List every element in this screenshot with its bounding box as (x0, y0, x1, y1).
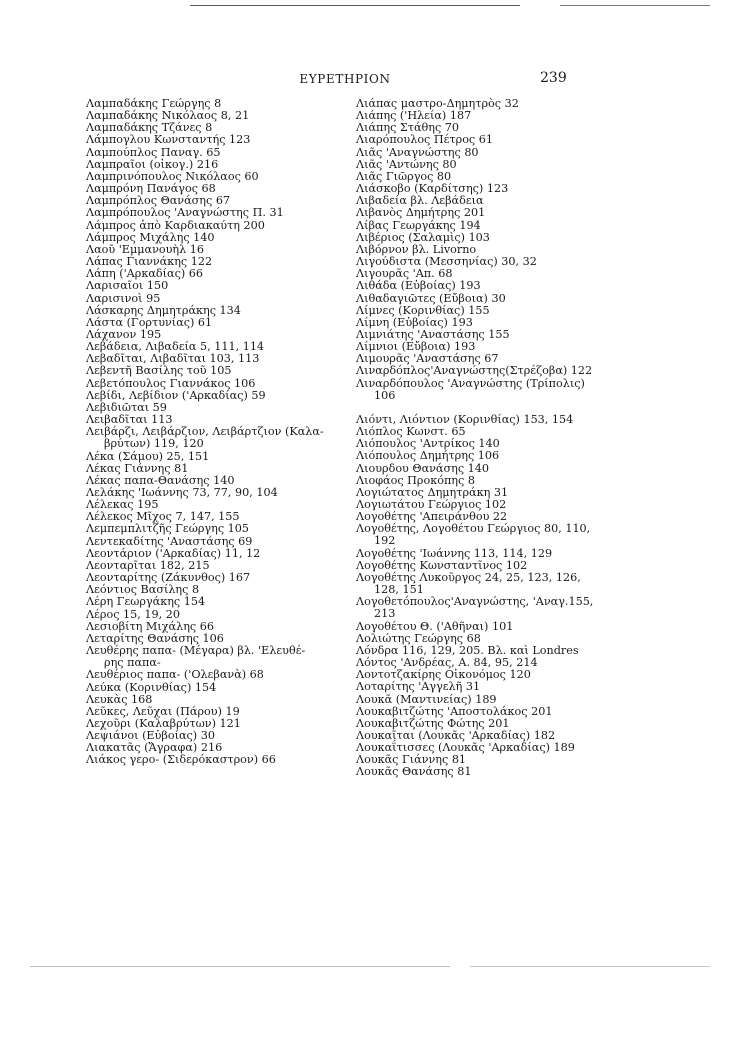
index-entry (356, 378, 616, 402)
index-entry-continuation: βρύτων) 119, 120 (104, 437, 204, 451)
index-entry (86, 523, 348, 535)
index-entry-text: Λουκαΐτισσες (Λουκᾶς 'Αρκαδίας) 189 (356, 741, 575, 755)
index-entry (356, 706, 616, 718)
index-entry-text: Λεβεντῆ Βασίλης τοῦ 105 (86, 364, 232, 378)
index-entry-continuation: 213 (374, 607, 396, 621)
index-entry-text: Λίμνη (Εὐβοίας) 193 (356, 315, 473, 329)
index-entry-text: Λογοθέτης, Λογοθέτου Γεώργιος 80, 110, (356, 522, 591, 536)
index-entry (356, 450, 616, 462)
index-entry (356, 365, 616, 377)
index-entry-text: Λοντοτζακίρης Οἰκονόμος 120 (356, 668, 531, 682)
index-entry (86, 305, 348, 317)
index-entry (356, 766, 616, 778)
index-entry-text: Λεοντάριον ('Αρκαδίας) 11, 12 (86, 546, 261, 560)
index-entry (86, 426, 348, 450)
index-entry-text: Λέκας παπα-Θανάσης 140 (86, 473, 235, 487)
index-entry-text: Λογοθέτης Κωνσταντῖνος 102 (356, 558, 528, 572)
index-entry (86, 694, 348, 706)
index-entry (356, 621, 616, 633)
index-entry-text: Λογοθέτου Θ. ('Αθῆναι) 101 (356, 619, 514, 633)
page-title: ΕΥΡΕΤΗΡΙΟΝ (299, 72, 391, 86)
index-entry-text: Λέκας Γιάννης 81 (86, 461, 189, 475)
index-entry (86, 682, 348, 694)
scan-edge-line (190, 5, 520, 6)
index-entry (86, 147, 348, 159)
index-entry-text: Λέρος 15, 19, 20 (86, 607, 180, 621)
index-entry-text: Λέλεκος Μῖχος 7, 147, 155 (86, 510, 240, 524)
index-entry-text: Λειβάρζι, Λειβάρζιον, Λειβάρτζιον (Καλα- (86, 425, 324, 439)
index-entry (86, 365, 348, 377)
index-entry-text: Λιγουρᾶς 'Απ. 68 (356, 267, 453, 281)
index-entry-text: Λιᾶς 'Αναγνώστης 80 (356, 145, 479, 159)
index-entry (86, 609, 348, 621)
index-entry-text: Λαμπρινόπουλος Νικόλαος 60 (86, 169, 259, 183)
index-entry-text: Λόντος 'Ανδρέας, Α. 84, 95, 214 (356, 656, 538, 670)
index-entry-continuation: 106 (374, 388, 396, 402)
index-entry (86, 207, 348, 219)
index-entry-text: Λιᾶς Γιῶργος 80 (356, 169, 452, 183)
index-entry-text: Λελάκης 'Ιωάννης 73, 77, 90, 104 (86, 486, 278, 499)
index-entry-text: Λιάπας μαστρο-Δημητρὸς 32 (356, 97, 519, 110)
index-entry-text: Λιάπης ('Ηλεία) 187 (356, 109, 472, 123)
index-entry-text: Λεβάδεια, Λιβαδεία 5, 111, 114 (86, 340, 265, 354)
index-entry-text: Λουκαβιτζώτης Φώτης 201 (356, 716, 510, 730)
index-entry (356, 280, 616, 292)
index-entry-text: Λιγούδιστα (Μεσσηνίας) 30, 32 (356, 255, 537, 269)
index-entry-text: Λεμπεμπλιτζῆς Γεώργης 105 (86, 522, 249, 536)
index-entry-text: Λαρισινοὶ 95 (86, 291, 161, 305)
index-entry-text: Λίμνιοι (Εὔβοια) 193 (356, 340, 476, 354)
index-entry (356, 694, 616, 706)
index-entry-text: Λάστα (Γορτυνίας) 61 (86, 315, 213, 329)
index-entry-text: Λιαρόπουλος Πέτρος 61 (356, 133, 493, 147)
index-entry-text: Λιοφάος Προκόπης 8 (356, 473, 475, 487)
index-entry (356, 305, 616, 317)
index-entry (86, 754, 348, 766)
scan-edge-line (470, 966, 710, 967)
index-entry-text: Λαμπαδάκης Τζάνες 8 (86, 121, 213, 135)
index-entry (86, 669, 348, 681)
index-entry-text: Λάμπρος ἀπὸ Καρδιακαύτη 200 (86, 218, 265, 232)
index-entry-text: Λεύκα (Κορινθίας) 154 (86, 680, 217, 694)
index-entry-text: Λευθέριος παπα- ('Ολεβανὰ) 68 (86, 668, 264, 682)
index-entry (86, 645, 348, 669)
index-entry-text: Λεβετόπουλος Γιαννάκος 106 (86, 376, 256, 390)
index-entry-text: Λεῦκες, Λεῦχαι (Πάρου) 19 (86, 704, 240, 718)
index-entry-text: Λεβιδιῶται 59 (86, 400, 167, 414)
index-entry-text: Λιμνιάτης 'Αναστάσης 155 (356, 327, 510, 341)
index-entry-text: Λοταρίτης 'Αγγελῆ 31 (356, 680, 481, 694)
index-entry-text: Λεόντιος Βασίλης 8 (86, 583, 200, 597)
index-entry-text: Λέκα (Σάμου) 25, 151 (86, 449, 210, 463)
index-entry (356, 596, 616, 620)
index-entry-text: Λιθάδα (Εὐβοίας) 193 (356, 279, 481, 293)
index-entry-text: Λέρη Γεωργάκης 154 (86, 595, 206, 609)
index-entry-text: Λαμπαδάκης Νικόλαος 8, 21 (86, 109, 250, 123)
index-entry-text: Λάχανον 195 (86, 327, 162, 341)
index-entry-text: Λιβανὸς Δημήτρης 201 (356, 206, 486, 220)
index-entry-text: Λάπη ('Αρκαδίας) 66 (86, 267, 203, 281)
index-entry-text: Λεσιοβίτη Μιχάλης 66 (86, 619, 214, 633)
index-entry-text: Λάπας Γιαννάκης 122 (86, 255, 213, 269)
index-entry-text: Λαμπούπλος Παναγ. 65 (86, 145, 221, 159)
index-entry-text: Λόνδρα 116, 129, 205. Βλ. καὶ Londres (356, 643, 579, 657)
index-entry-text: Λιμουρᾶς 'Αναστάσης 67 (356, 352, 499, 366)
index-entry (356, 463, 616, 475)
index-entry (86, 280, 348, 292)
index-column-right (356, 98, 616, 779)
index-entry-text: Λίμνες (Κορινθίας) 155 (356, 303, 490, 317)
index-entry-text: Λαμπρόνη Πανάγος 68 (86, 182, 216, 196)
index-column-left (86, 98, 348, 767)
index-entry (356, 572, 616, 596)
index-entry-text: Λογοθετόπουλος'Αναγνώστης, 'Αναγ.155, (356, 595, 594, 609)
scan-edge-line (560, 5, 710, 6)
index-entry (86, 536, 348, 548)
index-entry-text: Λιναρδόπουλος 'Αναγνώστης (Τρίπολις) (356, 376, 585, 390)
index-entry (356, 207, 616, 219)
index-entry-text: Λιθαδαγιῶτες (Εὔβοια) 30 (356, 291, 506, 305)
index-entry-text: Λεονταρῖται 182, 215 (86, 558, 210, 572)
index-entry-text: Λουκαβιτζώτης 'Αποστολάκος 201 (356, 704, 553, 718)
index-entry-text: Λαμπαδάκης Γεώργης 8 (86, 97, 222, 110)
index-entry (86, 220, 348, 232)
index-entry-text: Λουκᾶς Γιάννης 81 (356, 753, 467, 767)
index-entry-text: Λογοθέτης 'Ιωάννης 113, 114, 129 (356, 546, 553, 560)
index-entry-text: Λογοθέτης Λυκοῦργος 24, 25, 123, 126, (356, 570, 581, 584)
index-entry (86, 134, 348, 146)
index-entry-text: Λάσκαρης Δημητράκης 134 (86, 303, 241, 317)
index-entry (86, 293, 348, 305)
index-entry (86, 451, 348, 463)
index-entry-text: Λευθέρης παπα- (Μέγαρα) βλ. 'Ελευθέ- (86, 644, 306, 658)
index-entry-text: Λέλεκας 195 (86, 498, 159, 512)
index-entry-continuation: 192 (374, 534, 396, 548)
index-entry-text: Λογιωτάτου Γεώργιος 102 (356, 498, 507, 511)
index-entry-text: Λιόπουλος 'Αντρίκος 140 (356, 437, 500, 451)
index-entry-continuation: ρης παπα- (104, 656, 161, 670)
index-entry-text: Λιβόρνον βλ. Livorno (356, 242, 477, 256)
index-entry-text: Λιακατᾶς (Ἄγραφα) 216 (86, 741, 223, 755)
index-entry-text: Λεψιάνοι (Εὐβοίας) 30 (86, 729, 215, 743)
index-entry-text: Λιάκος γερο- (Σιδερόκαστρον) 66 (86, 753, 276, 767)
index-entry-text: Λιουρδου Θανάσης 140 (356, 461, 490, 475)
index-entry-text: Λιάσκοβο (Καρδίτσης) 123 (356, 182, 509, 196)
index-entry-text: Λιναρδόπλος'Αναγνώστης(Στρέζοβα) 122 (356, 364, 593, 378)
index-entry-text: Λάμπογλου Κωνσταντής 123 (86, 133, 251, 147)
index-entry-text: Λουκᾶς Θανάσης 81 (356, 765, 472, 779)
index-entry-text: Λιόντι, Λιόντιον (Κορινθίας) 153, 154 (356, 412, 574, 426)
index-entry-text: Λιβαδεία βλ. Λεβάδεια (356, 194, 484, 208)
index-entry-text: Λαμπρόπουλος 'Αναγνώστης Π. 31 (86, 206, 284, 220)
index-entry-text: Λιᾶς 'Αντώνης 80 (356, 157, 457, 171)
index-entry-text: Λεντεκαδίτης 'Αναστάσης 69 (86, 534, 253, 548)
index-entry-text: Λολιώτης Γεώργης 68 (356, 631, 481, 645)
index-entry-text: Λευκὰς 168 (86, 692, 153, 706)
index-entry-text: Λεβαδῖται, Λιβαδῖται 103, 113 (86, 352, 260, 366)
index-entry-text: Λεονταρίτης (Ζάκυνθος) 167 (86, 571, 251, 585)
index-entry (356, 220, 616, 232)
index-entry (86, 378, 348, 390)
index-entry-text: Λιάπης Στάθης 70 (356, 121, 460, 135)
index-entry-text: Λαρισαῖοι 150 (86, 279, 169, 293)
index-entry (356, 548, 616, 560)
index-entry-continuation: 128, 151 (374, 583, 424, 597)
index-entry-text: Λιβέριος (Σαλαμὶς) 103 (356, 230, 490, 244)
index-entry-text: Λεβίδι, Λεβίδιον ('Αρκαδίας) 59 (86, 388, 266, 402)
index-entry-text: Λουκᾶ (Μαντινείας) 189 (356, 692, 497, 706)
index-entry (356, 523, 616, 547)
index-entry (356, 293, 616, 305)
index-entry-text: Λειβαδῖται 113 (86, 413, 173, 427)
index-entry-text: Λαμπραῖοι (οἰκογ.) 216 (86, 157, 219, 171)
index-entry (86, 596, 348, 608)
index-entry (356, 681, 616, 693)
scan-edge-line (30, 966, 450, 967)
index-entry-text: Λαμπρόπλος Θανάσης 67 (86, 194, 231, 208)
index-entry-text: Λουκαῖται (Λουκᾶς 'Αρκαδίας) 182 (356, 728, 556, 742)
index-entry-text: Λίβας Γεωργάκης 194 (356, 218, 481, 232)
index-entry-text: Λογιώτατος Δημητράκη 31 (356, 485, 509, 499)
index-entry-text: Λογοθέτης 'Απειράνθου 22 (356, 510, 508, 524)
index-entry (356, 147, 616, 159)
index-entry-text: Λαοῦ 'Εμμανουὴλ 16 (86, 242, 204, 256)
page-number: 239 (540, 70, 567, 86)
index-entry (356, 134, 616, 146)
index-entry-text: Λεταρίτης Θανάσης 106 (86, 631, 224, 645)
index-entry-text: Λεχοῦρι (Καλαβρύτων) 121 (86, 716, 241, 730)
index-entry-text: Λιόπλος Κωνστ. 65 (356, 425, 466, 439)
index-entry-text: Λάμπρος Μιχάλης 140 (86, 230, 215, 244)
index-entry-text: Λιόπουλος Δημήτρης 106 (356, 449, 500, 463)
